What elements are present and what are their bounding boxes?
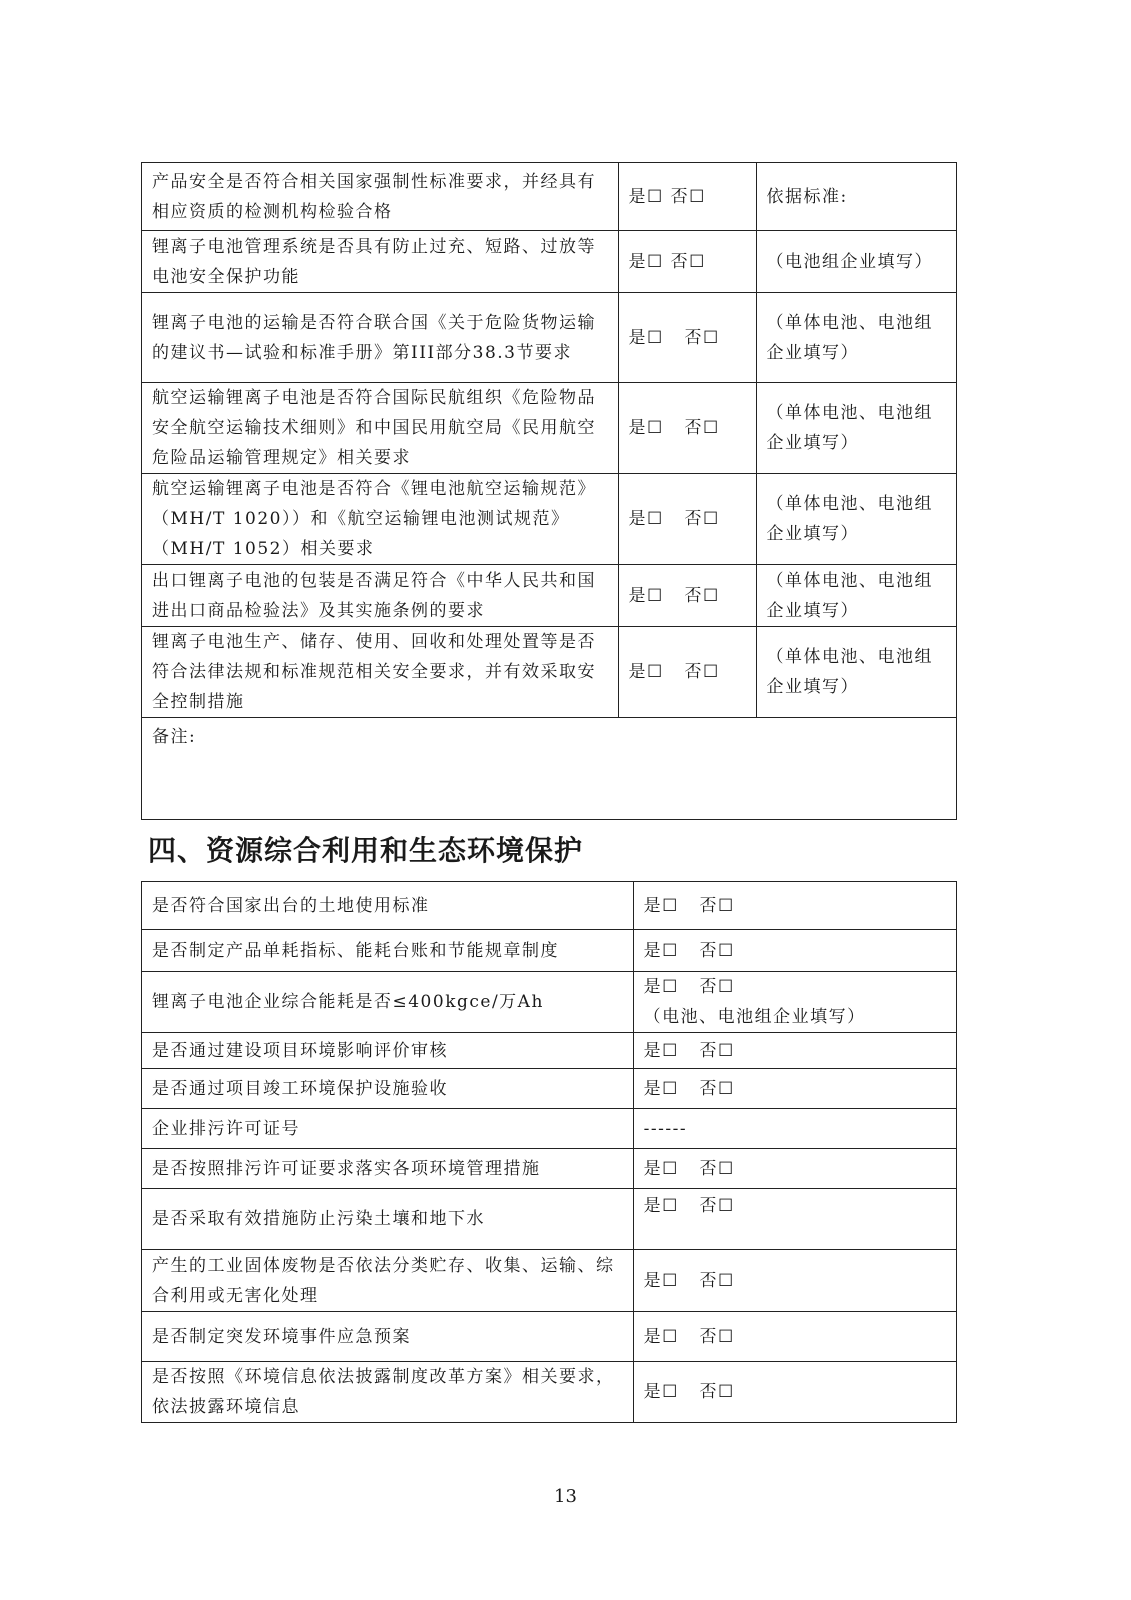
table-row [142, 930, 957, 972]
table-row [142, 163, 957, 231]
note-cell: （单体电池、电池组企业填写） [756, 565, 956, 627]
table-row [142, 1312, 957, 1362]
question-cell: 产品安全是否符合相关国家强制性标准要求，并经具有相应资质的检测机构检验合格 [142, 163, 619, 231]
table-row [142, 1109, 957, 1149]
note-cell: （单体电池、电池组企业填写） [756, 474, 956, 565]
environment-checklist-table [141, 881, 957, 1423]
yes-no-checkbox[interactable]: 是☐ 否☐ [618, 627, 756, 718]
question-cell: 是否通过项目竣工环境保护设施验收 [142, 1069, 634, 1109]
answer-cell [633, 972, 956, 1033]
question-cell: 产生的工业固体废物是否依法分类贮存、收集、运输、综合利用或无害化处理 [142, 1250, 634, 1312]
table-row [142, 383, 957, 474]
yes-no-checkbox[interactable]: 是☐ 否☐ [618, 293, 756, 383]
question-cell: 是否采取有效措施防止污染土壤和地下水 [142, 1189, 634, 1250]
table-row [142, 231, 957, 293]
yes-no-checkbox[interactable]: 是☐ 否☐ [633, 1362, 956, 1423]
note-cell: （单体电池、电池组企业填写） [756, 293, 956, 383]
fill-note: （电池、电池组企业填写） [643, 1007, 866, 1027]
remarks-field[interactable]: 备注: [142, 718, 957, 820]
yes-no-checkbox[interactable]: 是☐ 否☐ [633, 1033, 956, 1069]
table-row [142, 1189, 957, 1250]
question-cell: 企业排污许可证号 [142, 1109, 634, 1149]
safety-checklist-table [141, 162, 957, 820]
table-row [142, 1362, 957, 1423]
yes-no-checkbox[interactable]: 是☐ 否☐ [633, 930, 956, 972]
question-cell: 锂离子电池生产、储存、使用、回收和处理处置等是否符合法律法规和标准规范相关安全要求，并有效采取安全控制措施 [142, 627, 619, 718]
question-cell: 锂离子电池企业综合能耗是否≤400kgce/万Ah [142, 972, 634, 1033]
question-cell: 是否符合国家出台的土地使用标准 [142, 882, 634, 930]
yes-no-checkbox[interactable]: 是☐ 否☐ [633, 1189, 956, 1250]
table-row [142, 565, 957, 627]
note-cell: 依据标准: [756, 163, 956, 231]
yes-no-checkbox[interactable]: 是☐ 否☐ [618, 474, 756, 565]
question-cell: 航空运输锂离子电池是否符合《锂电池航空运输规范》（MH/T 1020））和《航空运输锂电池测试规范》（MH/T 1052）相关要求 [142, 474, 619, 565]
table-row [142, 474, 957, 565]
yes-no-checkbox[interactable]: 是☐ 否☐ [618, 231, 756, 293]
table-row [142, 1033, 957, 1069]
question-cell: 是否制定突发环境事件应急预案 [142, 1312, 634, 1362]
yes-no-checkbox[interactable]: 是☐ 否☐ [633, 882, 956, 930]
note-cell: （单体电池、电池组企业填写） [756, 627, 956, 718]
yes-no-checkbox[interactable]: 是☐ 否☐ [643, 977, 735, 997]
yes-no-checkbox[interactable]: 是☐ 否☐ [633, 1312, 956, 1362]
page-number: 13 [554, 1486, 577, 1507]
yes-no-checkbox[interactable]: 是☐ 否☐ [633, 1069, 956, 1109]
note-cell: （单体电池、电池组企业填写） [756, 383, 956, 474]
table-row [142, 1149, 957, 1189]
table-row [142, 972, 957, 1033]
question-cell: 航空运输锂离子电池是否符合国际民航组织《危险物品安全航空运输技术细则》和中国民用航空局《民用航空危险品运输管理规定》相关要求 [142, 383, 619, 474]
question-cell: 锂离子电池管理系统是否具有防止过充、短路、过放等电池安全保护功能 [142, 231, 619, 293]
question-cell: 是否按照排污许可证要求落实各项环境管理措施 [142, 1149, 634, 1189]
table-row [142, 1069, 957, 1109]
yes-no-checkbox[interactable]: 是☐ 否☐ [618, 383, 756, 474]
section-heading: 四、资源综合利用和生态环境保护 [148, 834, 584, 867]
remarks-row [142, 718, 957, 820]
yes-no-checkbox[interactable]: 是☐ 否☐ [633, 1250, 956, 1312]
yes-no-checkbox[interactable]: 是☐ 否☐ [618, 163, 756, 231]
question-cell: 是否通过建设项目环境影响评价审核 [142, 1033, 634, 1069]
question-cell: 是否按照《环境信息依法披露制度改革方案》相关要求，依法披露环境信息 [142, 1362, 634, 1423]
yes-no-checkbox[interactable]: 是☐ 否☐ [633, 1149, 956, 1189]
table-row [142, 293, 957, 383]
note-cell: （电池组企业填写） [756, 231, 956, 293]
table-row [142, 882, 957, 930]
table-row [142, 1250, 957, 1312]
question-cell: 出口锂离子电池的包装是否满足符合《中华人民共和国进出口商品检验法》及其实施条例的要求 [142, 565, 619, 627]
table-row [142, 627, 957, 718]
yes-no-checkbox[interactable]: 是☐ 否☐ [618, 565, 756, 627]
question-cell: 锂离子电池的运输是否符合联合国《关于危险货物运输的建议书—试验和标准手册》第III部分38.3节要求 [142, 293, 619, 383]
question-cell: 是否制定产品单耗指标、能耗台账和节能规章制度 [142, 930, 634, 972]
permit-number-field[interactable]: ------ [633, 1109, 956, 1149]
